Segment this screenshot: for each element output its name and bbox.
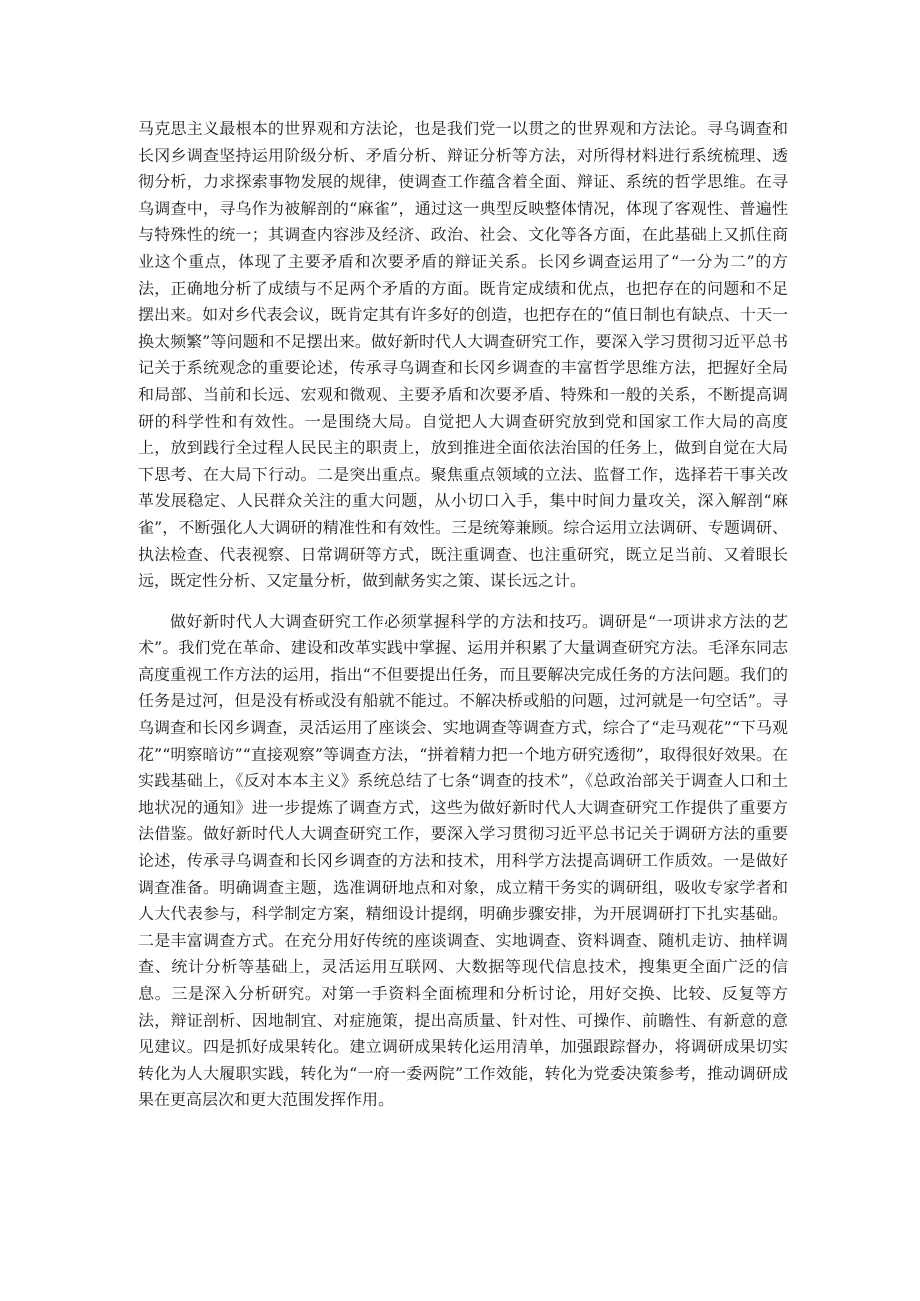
document-body [138, 116, 788, 1114]
paragraph-2: 做好新时代人大调查研究工作必须掌握科学的方法和技巧。调研是“一项讲求方法的艺术”。我们党在革命、建设和改革实践中掌握、运用并积累了大量调查研究方法。毛泽东同志高度重视工作方法的运用，指出“不但要提出任务，而且要解决完成任务的方法问题。我们的任务是过河，但是没有桥或没有船就不能过。不解决桥或船的问题，过河就是一句空话”。寻乌调查和长冈乡调查，灵活运用了座谈会、实地调查等调查方式，综合了“走马观花”“下马观花”“明察暗访”“直接观察”等调查方法，“拼着精力把一个地方研究透彻”，取得很好效果。在实践基础上，《反对本本主义》系统总结了七条“调查的技术”，《总政治部关于调查人口和土地状况的通知》进一步提炼了调查方式，这些为做好新时代人大调查研究工作提供了重要方法借鉴。做好新时代人大调查研究工作，要深入学习贯彻习近平总书记关于调研方法的重要论述，传承寻乌调查和长冈乡调查的方法和技术，用科学方法提高调研工作质效。一是做好调查准备。明确调查主题，选准调研地点和对象，成立精干务实的调研组，吸收专家学者和人大代表参与，科学制定方案，精细设计提纲，明确步骤安排，为开展调研打下扎实基础。二是丰富调查方式。在充分用好传统的座谈调查、实地调查、资料调查、随机走访、抽样调查、统计分析等基础上，灵活运用互联网、大数据等现代信息技术，搜集更全面广泛的信息。三是深入分析研究。对第一手资料全面梳理和分析讨论，用好交换、比较、反复等方法，辩证剖析、因地制宜、对症施策，提出高质量、针对性、可操作、前瞻性、有新意的意见建议。四是抓好成果转化。建立调研成果转化运用清单，加强跟踪督办，将调研成果切实转化为人大履职实践，转化为“一府一委两院”工作效能，转化为党委决策参考，推动调研成果在更高层次和更大范围发挥作用。 [138, 611, 788, 1110]
paragraph-1: 马克思主义最根本的世界观和方法论，也是我们党一以贯之的世界观和方法论。寻乌调查和长冈乡调查坚持运用阶级分析、矛盾分析、辩证分析等方法，对所得材料进行系统梳理、透彻分析，力求探索事物发展的规律，使调查工作蕴含着全面、辩证、系统的哲学思维。在寻乌调查中，寻乌作为被解剖的“麻雀”，通过这一典型反映整体情况，体现了客观性、普遍性与特殊性的统一；其调查内容涉及经济、政治、社会、文化等各方面，在此基础上又抓住商业这个重点，体现了主要矛盾和次要矛盾的辩证关系。长冈乡调查运用了“一分为二”的方法，正确地分析了成绩与不足两个矛盾的方面。既肯定成绩和优点，也把存在的问题和不足摆出来。如对乡代表会议，既肯定其有许多好的创造，也把存在的“值日制也有缺点、十天一换太频繁”等问题和不足摆出来。做好新时代人大调查研究工作，要深入学习贯彻习近平总书记关于系统观念的重要论述，传承寻乌调查和长冈乡调查的丰富哲学思维方法，把握好全局和局部、当前和长远、宏观和微观、主要矛盾和次要矛盾、特殊和一般的关系，不断提高调研的科学性和有效性。一是围绕大局。自觉把人大调查研究放到党和国家工作大局的高度上，放到践行全过程人民民主的职责上，放到推进全面依法治国的任务上，做到自觉在大局下思考、在大局下行动。二是突出重点。聚焦重点领域的立法、监督工作，选择若干事关改革发展稳定、人民群众关注的重大问题，从小切口入手，集中时间力量攻关，深入解剖“麻雀”，不断强化人大调研的精准性和有效性。三是统筹兼顾。综合运用立法调研、专题调研、执法检查、代表视察、日常调研等方式，既注重调查、也注重研究，既立足当前、又着眼长远，既定性分析、又定量分析，做到献务实之策、谋长远之计。 [138, 119, 788, 591]
